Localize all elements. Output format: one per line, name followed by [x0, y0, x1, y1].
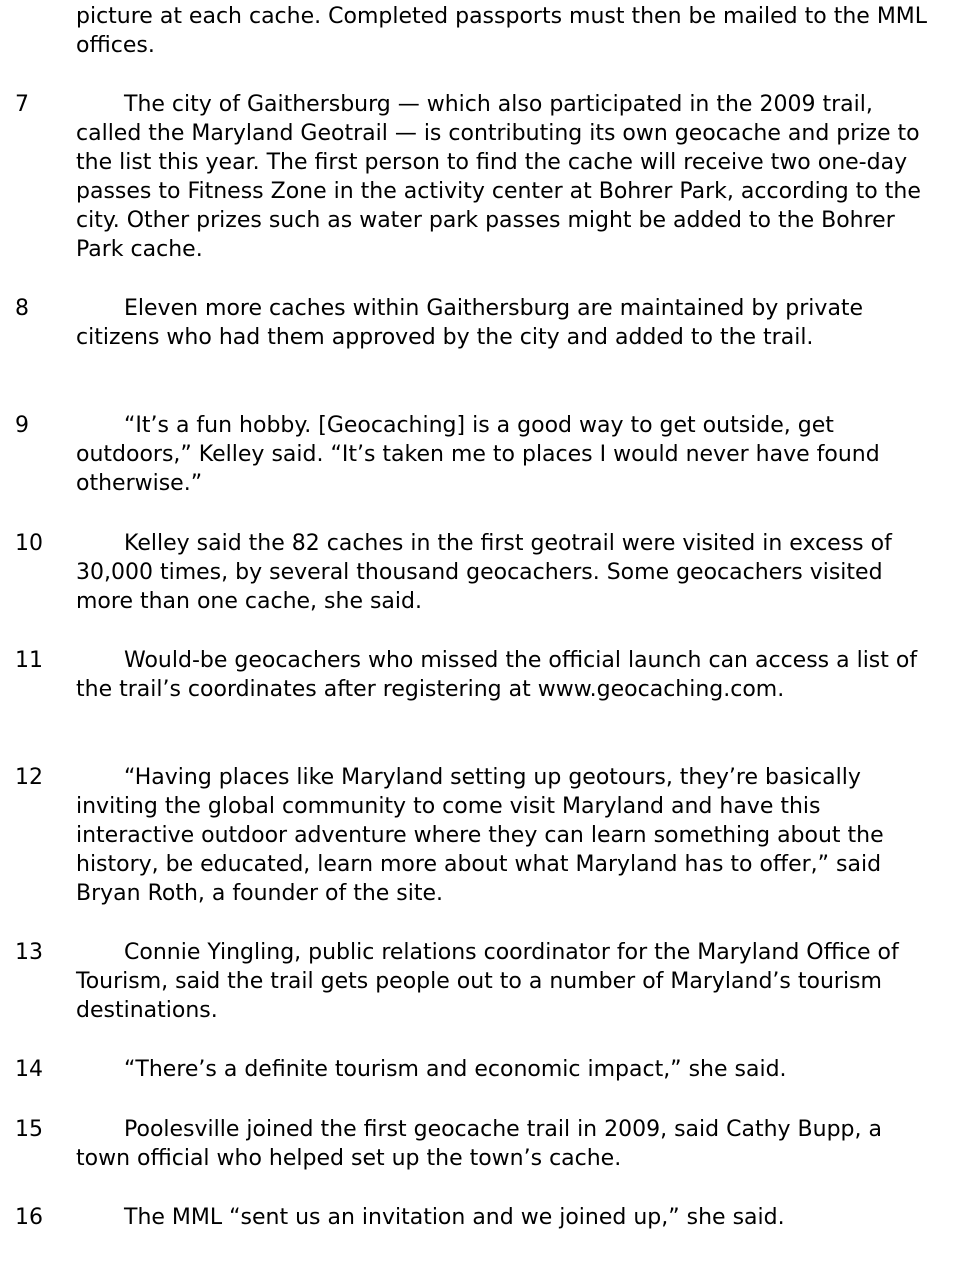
paragraph-number: 16 [15, 1205, 43, 1230]
paragraph-number: 13 [15, 940, 43, 965]
paragraph-text: The MML “sent us an invitation and we joined up,” she said. [124, 1205, 785, 1230]
paragraph-text: Kelley said the 82 caches in the first geotrail were visited in excess of 30,000 times, by several thousand geocachers. Some geocachers visited more than one cache, she said. [76, 531, 892, 614]
paragraph-number: 12 [15, 765, 43, 790]
paragraph-text: Would-be geocachers who missed the official launch can access a list of the trail’s coordinates after registering at www.geocaching.com. [76, 648, 918, 702]
paragraph-number: 14 [15, 1057, 43, 1082]
paragraph-text: picture at each cache. Completed passports must then be mailed to the MML offices. [76, 4, 928, 58]
paragraph-text: The city of Gaithersburg — which also participated in the 2009 trail, called the Maryland Geotrail — is contributing its own geocache and prize to the list this year. The first person to find the cache will receive two one-day passes to Fitness Zone in the activity center at Bohrer Park, according to the city. Other prizes such as water park passes might be added to the Bohrer Park cache. [76, 92, 921, 262]
paragraph-text: “Having places like Maryland setting up geotours, they’re basically inviting the global community to come visit Maryland and have this interactive outdoor adventure where they can learn something about the history, be educated, learn more about what Maryland has to offer,” said Bryan Roth, a founder of the site. [76, 765, 884, 906]
paragraph-text: Eleven more caches within Gaithersburg are maintained by private citizens who had them approved by the city and added to the trail. [76, 296, 864, 350]
paragraph-number: 8 [15, 296, 29, 321]
paragraph-number: 9 [15, 413, 29, 438]
paragraph-text: “There’s a definite tourism and economic impact,” she said. [124, 1057, 787, 1082]
paragraph-number: 11 [15, 648, 43, 673]
paragraph-text: Poolesville joined the first geocache trail in 2009, said Cathy Bupp, a town official who helped set up the town’s cache. [76, 1117, 882, 1171]
paragraph-number: 15 [15, 1117, 43, 1142]
paragraph-number: 10 [15, 531, 43, 556]
paragraph-text: “It’s a fun hobby. [Geocaching] is a good way to get outside, get outdoors,” Kelley said. “It’s taken me to places I would never have found otherwise.” [76, 413, 880, 496]
paragraph-number: 7 [15, 92, 29, 117]
paragraph-text: Connie Yingling, public relations coordinator for the Maryland Office of Tourism, said the trail gets people out to a number of Maryland’s tourism destinations. [76, 940, 899, 1023]
